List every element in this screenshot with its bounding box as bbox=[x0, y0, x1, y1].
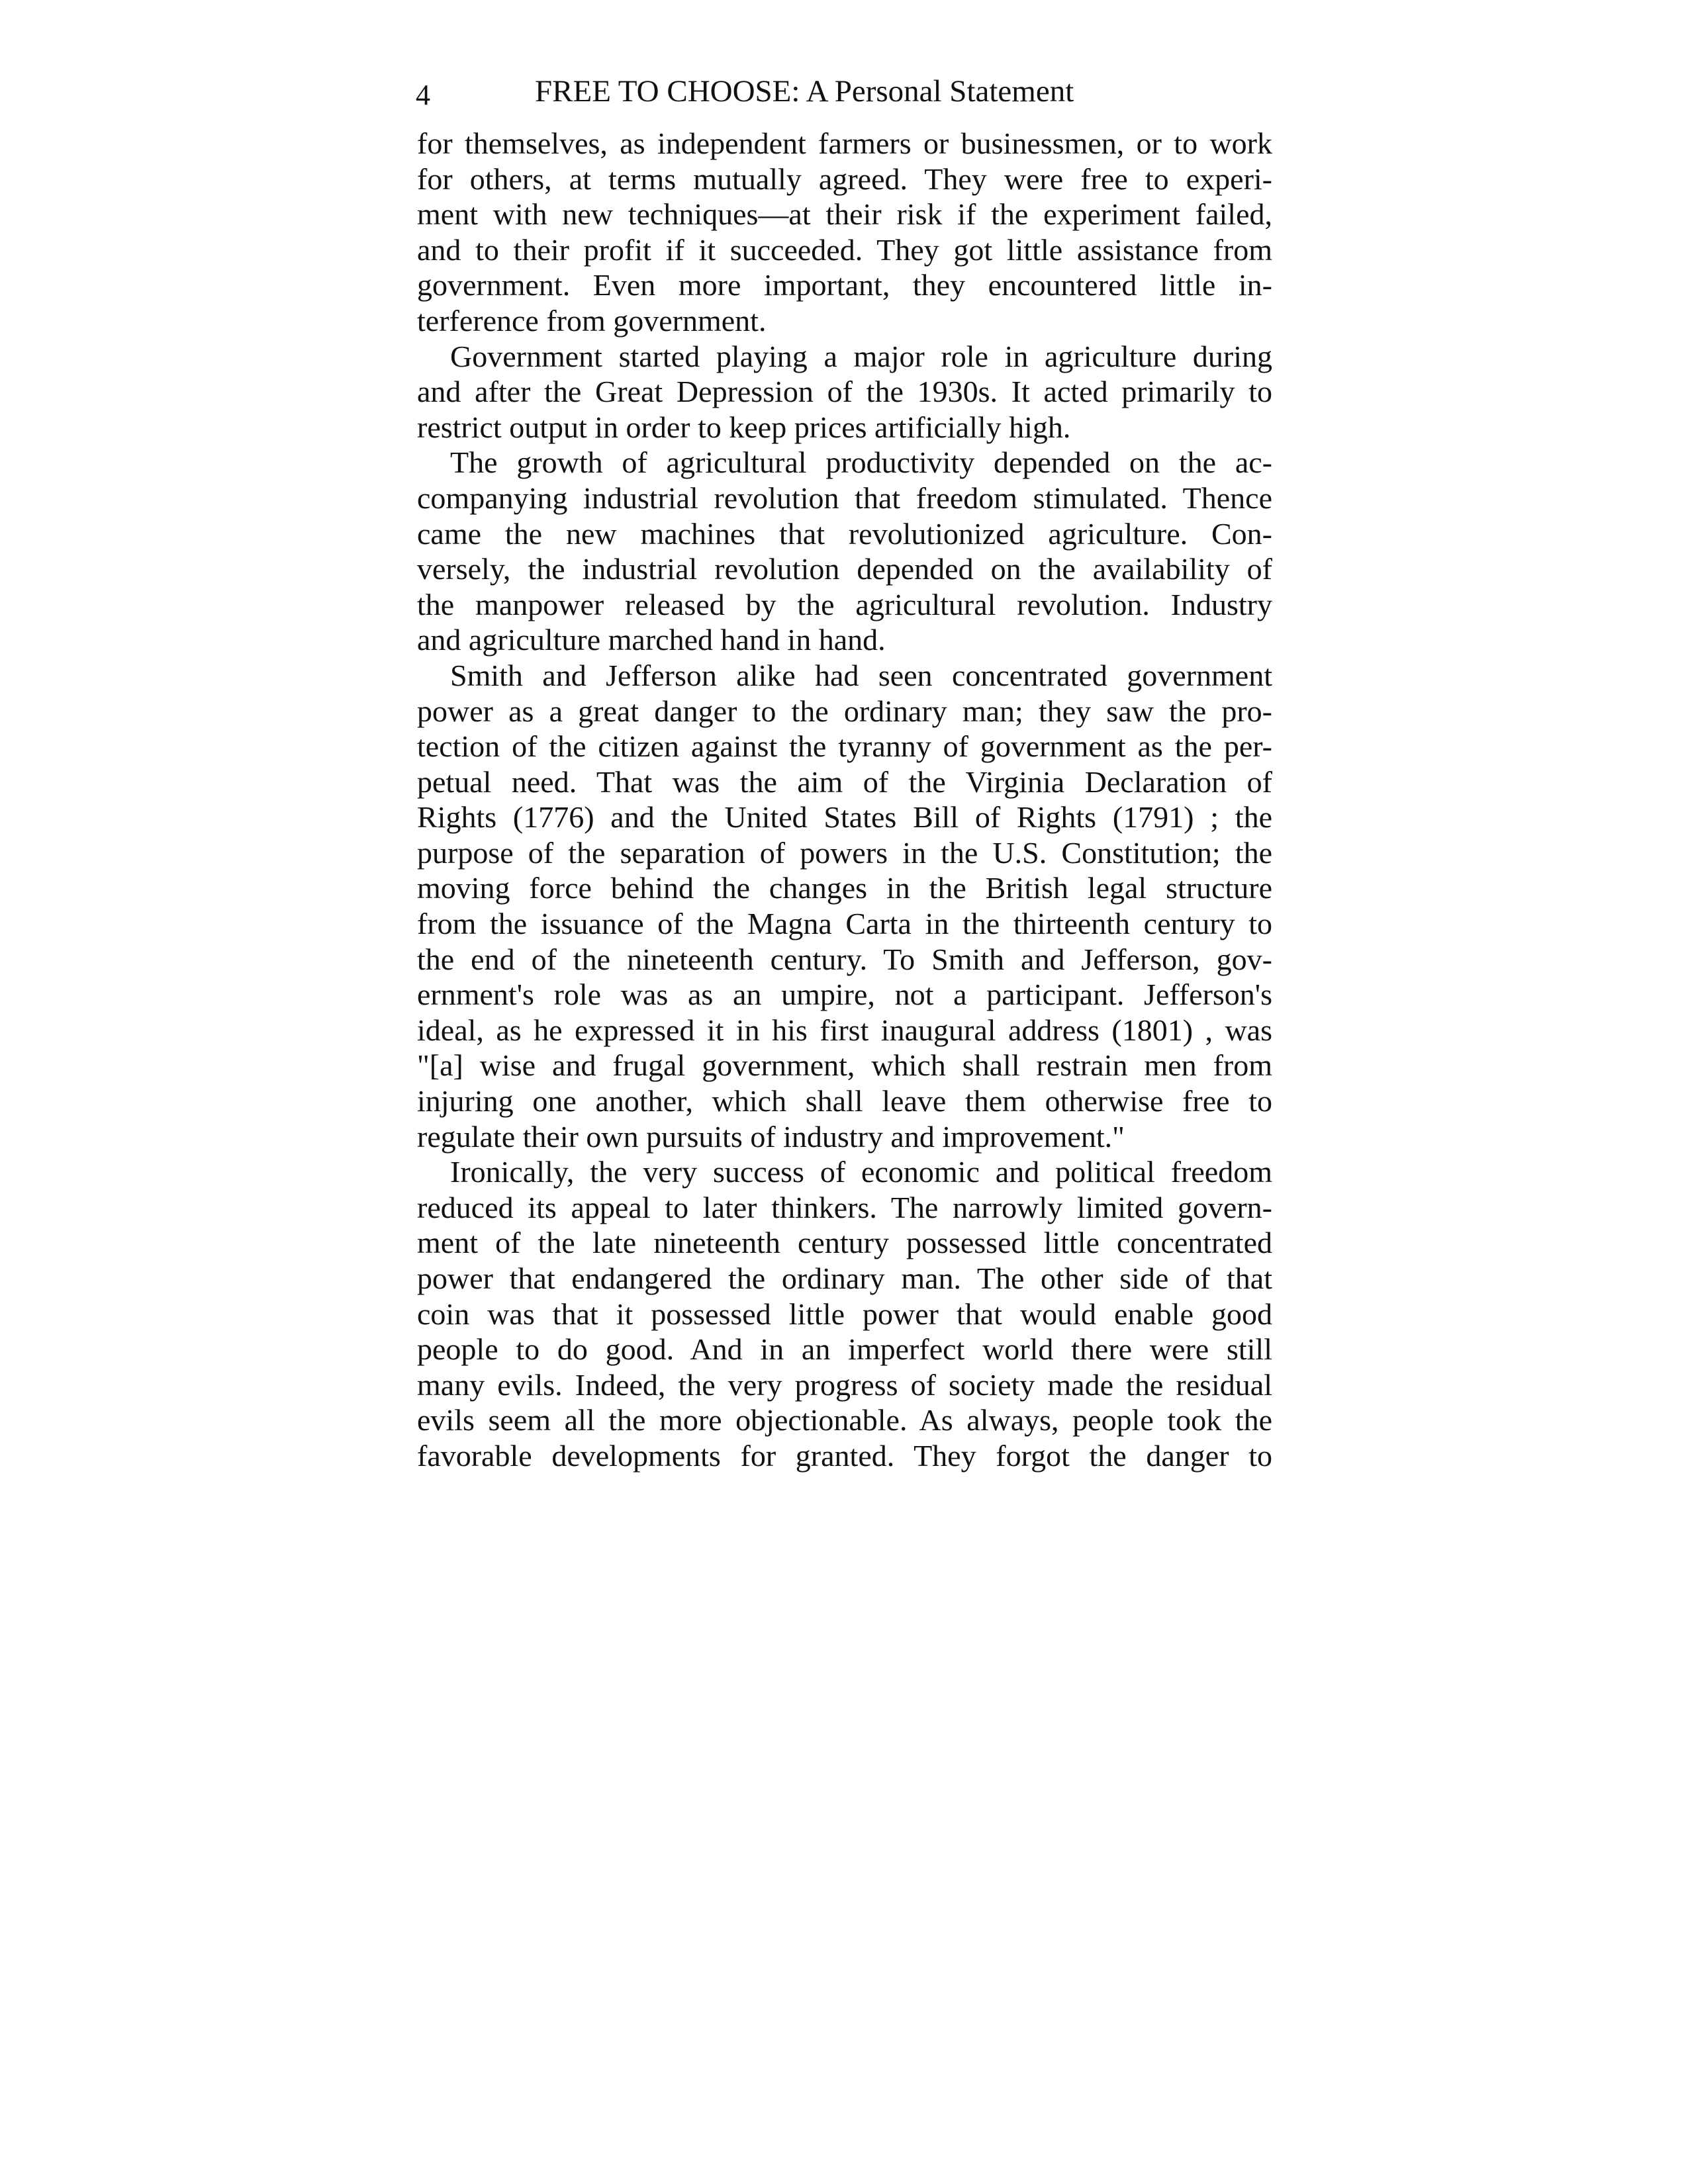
text-line: injuring one another, which shall leave them otherwise free to bbox=[417, 1084, 1272, 1118]
text-line: The growth of agricultural productivity depended on the ac- bbox=[450, 445, 1272, 480]
text-line: power as a great danger to the ordinary man; they saw the pro- bbox=[417, 694, 1272, 728]
text-line: evils seem all the more objectionable. As always, people took the bbox=[417, 1403, 1272, 1437]
text-line: favorable developments for granted. They forgot the danger to bbox=[417, 1438, 1272, 1473]
text-line: petual need. That was the aim of the Virginia Declaration of bbox=[417, 764, 1272, 799]
text-line: the end of the nineteenth century. To Smith and Jefferson, gov- bbox=[417, 942, 1272, 976]
text-line: ernment's role was as an umpire, not a participant. Jefferson's bbox=[417, 978, 1272, 1012]
text-line: for themselves, as independent farmers or businessmen, or to work bbox=[417, 126, 1272, 160]
text-line: for others, at terms mutually agreed. They were free to experi- bbox=[417, 161, 1272, 196]
paragraph bbox=[417, 658, 1272, 1154]
text-line: versely, the industrial revolution depended on the availability of bbox=[417, 552, 1272, 586]
running-title: FREE TO CHOOSE: A Personal Statement bbox=[535, 74, 1074, 109]
text-line: restrict output in order to keep prices artificially high. bbox=[417, 410, 1071, 444]
text-line: Ironically, the very success of economic and political freedom bbox=[450, 1155, 1272, 1189]
text-line: many evils. Indeed, the very progress of society made the residual bbox=[417, 1367, 1272, 1402]
page-number: 4 bbox=[416, 79, 430, 111]
text-line: tection of the citizen against the tyranny of government as the per- bbox=[417, 729, 1272, 764]
text-line: regulate their own pursuits of industry and improvement." bbox=[417, 1119, 1125, 1154]
text-line: came the new machines that revolutionized agriculture. Con- bbox=[417, 516, 1272, 551]
paragraph bbox=[417, 126, 1272, 339]
paragraph bbox=[417, 1154, 1272, 1473]
text-line: power that endangered the ordinary man. The other side of that bbox=[417, 1261, 1272, 1295]
text-line: Government started playing a major role in agriculture during bbox=[450, 339, 1272, 373]
text-line: and agriculture marched hand in hand. bbox=[417, 623, 886, 657]
text-line: ment of the late nineteenth century possessed little concentrated bbox=[417, 1226, 1272, 1260]
text-line: Rights (1776) and the United States Bill of Rights (1791) ; the bbox=[417, 800, 1272, 835]
text-line: people to do good. And in an imperfect world there were still bbox=[417, 1332, 1272, 1367]
running-header bbox=[416, 71, 1270, 111]
text-line: ment with new techniques—at their risk if the experiment failed, bbox=[417, 197, 1272, 232]
text-line: from the issuance of the Magna Carta in the thirteenth century to bbox=[417, 907, 1272, 941]
text-line: reduced its appeal to later thinkers. The narrowly limited govern- bbox=[417, 1190, 1272, 1224]
text-line: "[a] wise and frugal government, which shall restrain men from bbox=[417, 1048, 1272, 1083]
text-line: companying industrial revolution that freedom stimulated. Thence bbox=[417, 480, 1272, 515]
text-line: ideal, as he expressed it in his first inaugural address (1801) , was bbox=[417, 1013, 1272, 1047]
text-line: moving force behind the changes in the British legal structure bbox=[417, 871, 1272, 905]
text-line: coin was that it possessed little power that would enable good bbox=[417, 1297, 1272, 1331]
text-line: the manpower released by the agricultural revolution. Industry bbox=[417, 587, 1272, 621]
paragraph bbox=[417, 445, 1272, 658]
text-line: government. Even more important, they encountered little in- bbox=[417, 268, 1272, 302]
text-line: terference from government. bbox=[417, 303, 767, 338]
paragraph bbox=[417, 339, 1272, 445]
text-line: purpose of the separation of powers in the U.S. Constitution; the bbox=[417, 835, 1272, 870]
body-text bbox=[417, 126, 1272, 1474]
text-line: Smith and Jefferson alike had seen concentrated government bbox=[450, 658, 1272, 692]
text-line: and to their profit if it succeeded. They got little assistance from bbox=[417, 232, 1272, 267]
text-line: and after the Great Depression of the 1930s. It acted primarily to bbox=[417, 375, 1272, 409]
